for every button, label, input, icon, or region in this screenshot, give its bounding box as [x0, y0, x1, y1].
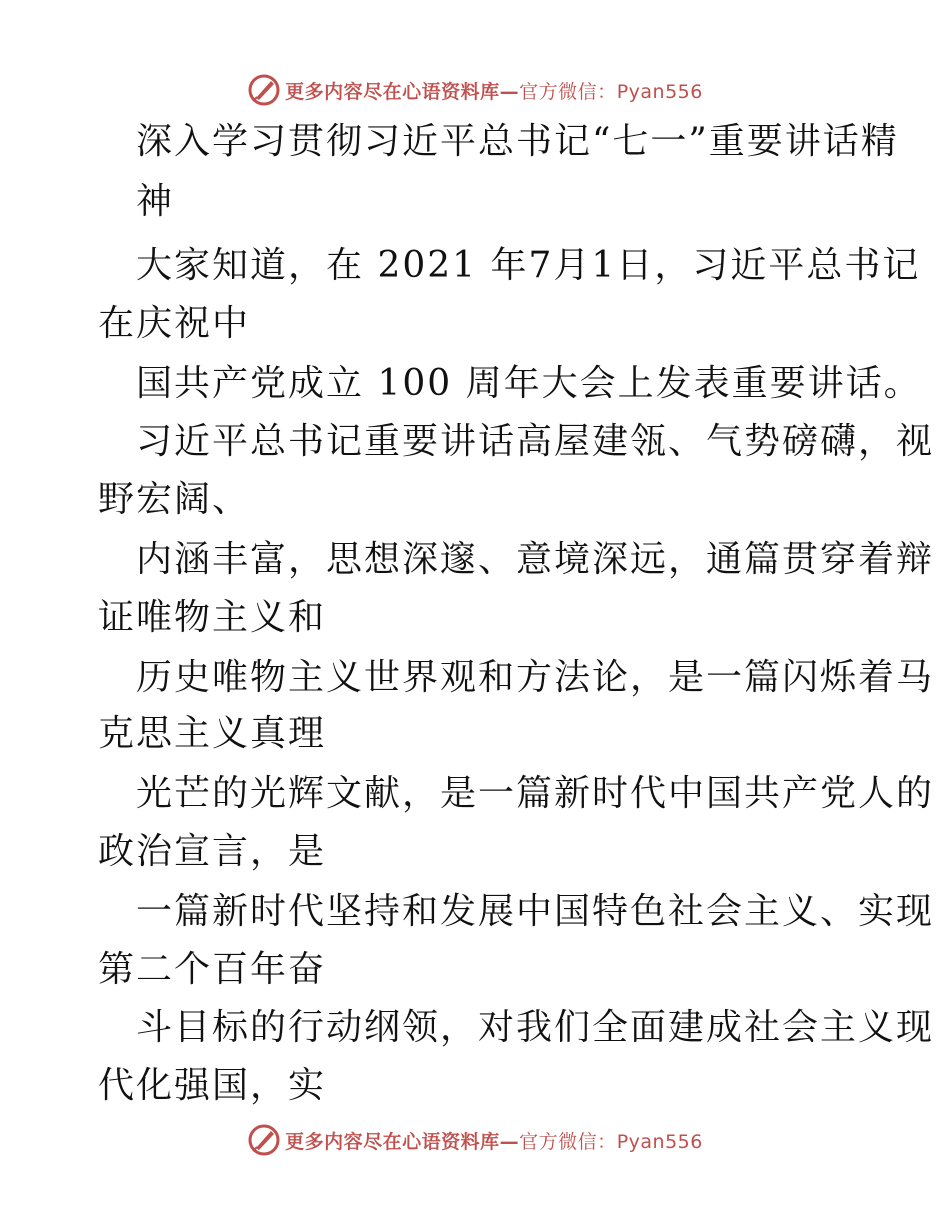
title-line-1: 深入学习贯彻习近平总书记“七一”重要讲话精 [136, 121, 899, 162]
banner-wechat-label: 官方微信： [519, 80, 617, 103]
banner-main-text: 更多内容尽在心语资料库 [285, 1130, 500, 1153]
body-line: 国共产党成立 100 周年大会上发表重要讲话。 [136, 363, 922, 404]
banner-main-text: 更多内容尽在心语资料库 [285, 80, 500, 103]
body-line: 习近平总书记重要讲话高屋建瓴、气势磅礴，视 [136, 421, 935, 462]
banner-text [285, 1127, 703, 1154]
body-line: 代化强国，实 [98, 1065, 327, 1106]
body-line: 政治宣言，是 [98, 831, 327, 872]
banner-wechat-label: 官方微信： [519, 1130, 617, 1153]
quill-logo-icon [247, 1123, 281, 1157]
body-line: 斗目标的行动纲领，对我们全面建成社会主义现 [136, 1007, 935, 1048]
body-line: 证唯物主义和 [98, 597, 327, 638]
body-line: 克思主义真理 [98, 713, 327, 754]
body-line: 光芒的光辉文献，是一篇新时代中国共产党人的 [136, 773, 935, 814]
banner-dash: — [499, 1130, 520, 1153]
body-line: 第二个百年奋 [98, 949, 327, 990]
banner-wechat-id: Pyan556 [616, 80, 703, 103]
banner-text [285, 77, 703, 104]
banner-dash: — [499, 80, 520, 103]
body-line: 大家知道，在 2021 年7月1日，习近平总书记 [136, 245, 921, 286]
body-line: 一篇新时代坚持和发展中国特色社会主义、实现 [136, 891, 935, 932]
title-line-2: 神 [136, 181, 175, 222]
body-line: 历史唯物主义世界观和方法论，是一篇闪烁着马 [136, 657, 935, 698]
body-line: 在庆祝中 [98, 303, 251, 344]
header-banner [0, 70, 950, 110]
body-line: 野宏阔、 [98, 479, 251, 520]
body-line: 内涵丰富，思想深邃、意境深远，通篇贯穿着辩 [136, 539, 935, 580]
quill-logo-icon [247, 73, 281, 107]
banner-wechat-id: Pyan556 [616, 1130, 703, 1153]
footer-banner [0, 1120, 950, 1160]
